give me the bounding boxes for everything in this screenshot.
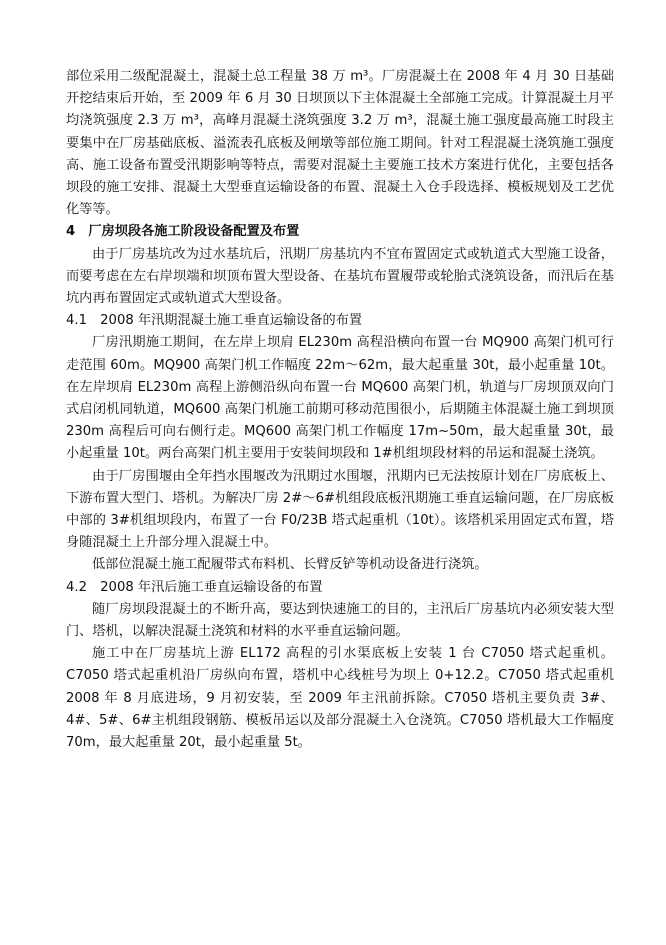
paragraph-equipment-strategy: 由于厂房基坑改为过水基坑后，汛期厂房基坑内不宜布置固定式或轨道式大型施工设备，而要考虑在左右岸坝端和坝顶布置大型设备、在基坑布置履带或轮胎式浇筑设备，而汛后在基坑内再布置固定式或轨道式大型设备。 [66,246,614,307]
document-page [66,66,614,754]
paragraph-tower-crane-c7050: 施工中在厂房基坑上游 EL172 高程的引水渠底板上安装 1 台 C7050 塔式起重机。C7050 塔式起重机沿厂房纵向布置，塔机中心线桩号为坝上 0+12.2。C7050 塔式起重机 2008 年 8 月底进场，9 月初安装，至 2009 年主汛前拆除。C7050 塔机主要负责 3#、4#、5#、6#主机组段钢筋、模板吊运以及部分混凝土入仓浇筑。C7050 塔机最大工作幅度 70m，最大起重量 20t，最小起重量 5t。 [66,646,614,751]
section-heading-4-2: 4.2 2008 年汛后施工垂直运输设备的布置 [66,579,323,595]
paragraph-post-flood-need: 随厂房坝段混凝土的不断升高，要达到快速施工的目的，主汛后厂房基坑内必须安装大型门、塔机，以解决混凝土浇筑和材料的水平垂直运输问题。 [66,601,614,640]
paragraph-low-level-pouring: 低部位混凝土施工配履带式布料机、长臂反铲等机动设备进行浇筑。 [92,557,488,573]
paragraph-tower-crane-f023b: 由于厂房围堰由全年挡水围堰改为汛期过水围堰，汛期内已无法按原计划在厂房底板上、下游布置大型门、塔机。为解决厂房 2#～6#机组段底板汛期施工垂直运输问题，在厂房底板中部的 3#机组坝段内，布置了一台 F0/23B 塔式起重机（10t）。该塔机采用固定式布置，塔身随混凝土上升部分埋入混凝土中。 [66,468,614,551]
section-heading-4-1: 4.1 2008 年汛期混凝土施工垂直运输设备的布置 [66,313,363,329]
section-heading-4: 4 厂房坝段各施工阶段设备配置及布置 [66,224,300,240]
paragraph-gantry-cranes: 厂房汛期施工期间，在左岸上坝肩 EL230m 高程沿横向布置一台 MQ900 高架门机可行走范围 60m。MQ900 高架门机工作幅度 22m～62m，最大起重量 30t，最小起重量 10t。在左岸坝肩 EL230m 高程上游侧沿纵向布置一台 MQ600 高架门机，轨道与厂房坝顶双向门式启闭机同轨道，MQ600 高架门机施工前期可移动范围很小，后期随主体混凝土施工到坝顶 230m 高程后可向右侧行走。MQ600 高架门机工作幅度 17m~50m，最大起重量 30t，最小起重量 10t。两台高架门机主要用于安装间坝段和 1#机组坝段材料的吊运和混凝土浇筑。 [66,335,614,462]
paragraph-concrete-overview: 部位采用二级配混凝土，混凝土总工程量 38 万 m³。厂房混凝土在 2008 年 4 月 30 日基础开挖结束后开始，至 2009 年 6 月 30 日坝顶以下主体混凝土全部施工完成。计算混凝土月平均浇筑强度 2.3 万 m³，高峰月混凝土浇筑强度 3.2 万 m³，混凝土施工强度最高施工时段主要集中在厂房基础底板、溢流表孔底板及闸墩等部位施工期间。针对工程混凝土浇筑施工强度高、施工设备布置受汛期影响等特点，需要对混凝土主要施工技术方案进行优化，主要包括各坝段的施工安排、混凝土大型垂直运输设备的布置、混凝土入仓手段选择、模板规划及工艺优化等等。 [66,69,614,218]
